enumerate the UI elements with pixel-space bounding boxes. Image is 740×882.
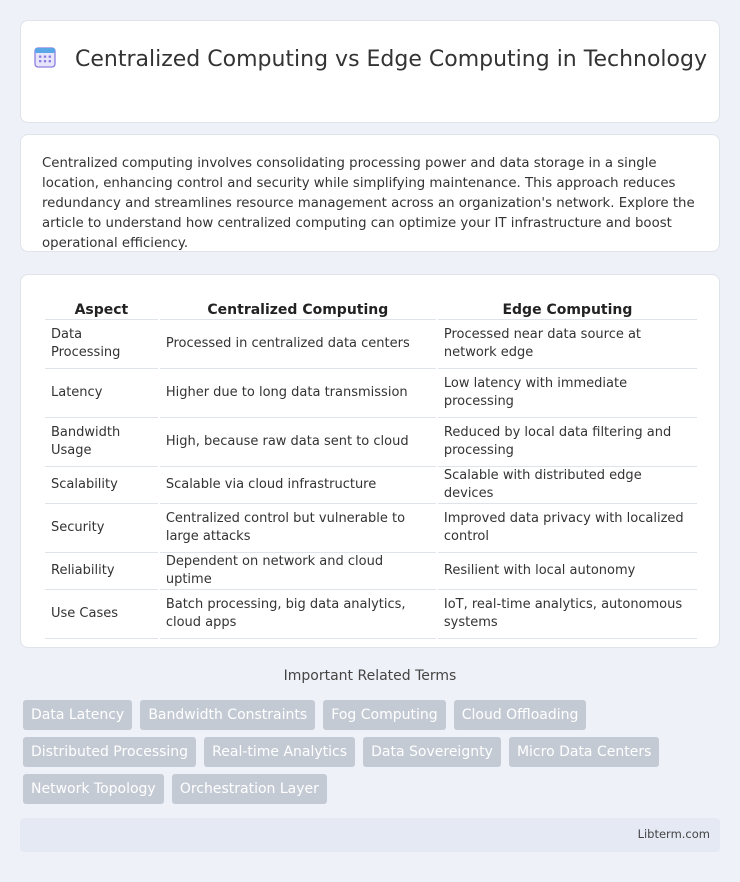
related-terms-heading: Important Related Terms <box>283 668 457 684</box>
table-row <box>45 320 697 369</box>
cell-aspect: Bandwidth Usage <box>45 418 158 467</box>
header-card <box>20 20 720 123</box>
tag-bandwidth-constraints[interactable]: Bandwidth Constraints <box>140 700 315 730</box>
cell-aspect: Reliability <box>45 553 158 590</box>
tag-data-latency[interactable]: Data Latency <box>23 700 132 730</box>
footer-site-link[interactable]: Libterm.com <box>637 827 710 841</box>
table-row <box>45 467 697 504</box>
tag-real-time-analytics[interactable]: Real-time Analytics <box>204 737 355 767</box>
tag-data-sovereignty[interactable]: Data Sovereignty <box>363 737 501 767</box>
tag-micro-data-centers[interactable]: Micro Data Centers <box>509 737 659 767</box>
cell-edge: IoT, real-time analytics, autonomous systems <box>438 590 697 639</box>
tag-distributed-processing[interactable]: Distributed Processing <box>23 737 196 767</box>
footer <box>20 818 720 852</box>
cell-edge: Resilient with local autonomy <box>438 553 697 590</box>
cell-edge: Reduced by local data filtering and processing <box>438 418 697 467</box>
cell-edge: Processed near data source at network edge <box>438 320 697 369</box>
cell-aspect: Latency <box>45 369 158 418</box>
comparison-table <box>43 297 699 639</box>
cell-aspect: Use Cases <box>45 590 158 639</box>
table-row <box>45 553 697 590</box>
header-edge: Edge Computing <box>438 297 697 320</box>
cell-edge: Scalable with distributed edge devices <box>438 467 697 504</box>
cell-centralized: Batch processing, big data analytics, cloud apps <box>160 590 436 639</box>
header-centralized: Centralized Computing <box>160 297 436 320</box>
tag-cloud-offloading[interactable]: Cloud Offloading <box>454 700 587 730</box>
cell-centralized: Scalable via cloud infrastructure <box>160 467 436 504</box>
header-aspect: Aspect <box>45 297 158 320</box>
page-title <box>21 45 719 74</box>
cell-aspect: Data Processing <box>45 320 158 369</box>
calendar-grid-icon <box>33 45 57 69</box>
tag-network-topology[interactable]: Network Topology <box>23 774 164 804</box>
intro-card <box>20 134 720 252</box>
table-row <box>45 418 697 467</box>
cell-centralized: Centralized control but vulnerable to large attacks <box>160 504 436 553</box>
page-title-text: Centralized Computing vs Edge Computing in Technology <box>75 47 707 72</box>
cell-centralized: High, because raw data sent to cloud <box>160 418 436 467</box>
cell-edge: Low latency with immediate processing <box>438 369 697 418</box>
cell-centralized: Dependent on network and cloud uptime <box>160 553 436 590</box>
comparison-table-card <box>20 274 720 648</box>
table-row <box>45 504 697 553</box>
tag-orchestration-layer[interactable]: Orchestration Layer <box>172 774 327 804</box>
related-terms-list <box>23 700 703 811</box>
table-header-row <box>45 297 697 320</box>
tag-fog-computing[interactable]: Fog Computing <box>323 700 445 730</box>
cell-centralized: Processed in centralized data centers <box>160 320 436 369</box>
cell-edge: Improved data privacy with localized control <box>438 504 697 553</box>
intro-paragraph: Centralized computing involves consolidating processing power and data storage in a single location, enhancing control and security while simplifying maintenance. This approach reduces redundancy and streamlines resource management across an organization's network. Explore the article to understand how centralized computing can optimize your IT infrastructure and boost operational efficiency. <box>42 156 695 251</box>
cell-aspect: Security <box>45 504 158 553</box>
table-row <box>45 369 697 418</box>
cell-centralized: Higher due to long data transmission <box>160 369 436 418</box>
table-row <box>45 590 697 639</box>
cell-aspect: Scalability <box>45 467 158 504</box>
